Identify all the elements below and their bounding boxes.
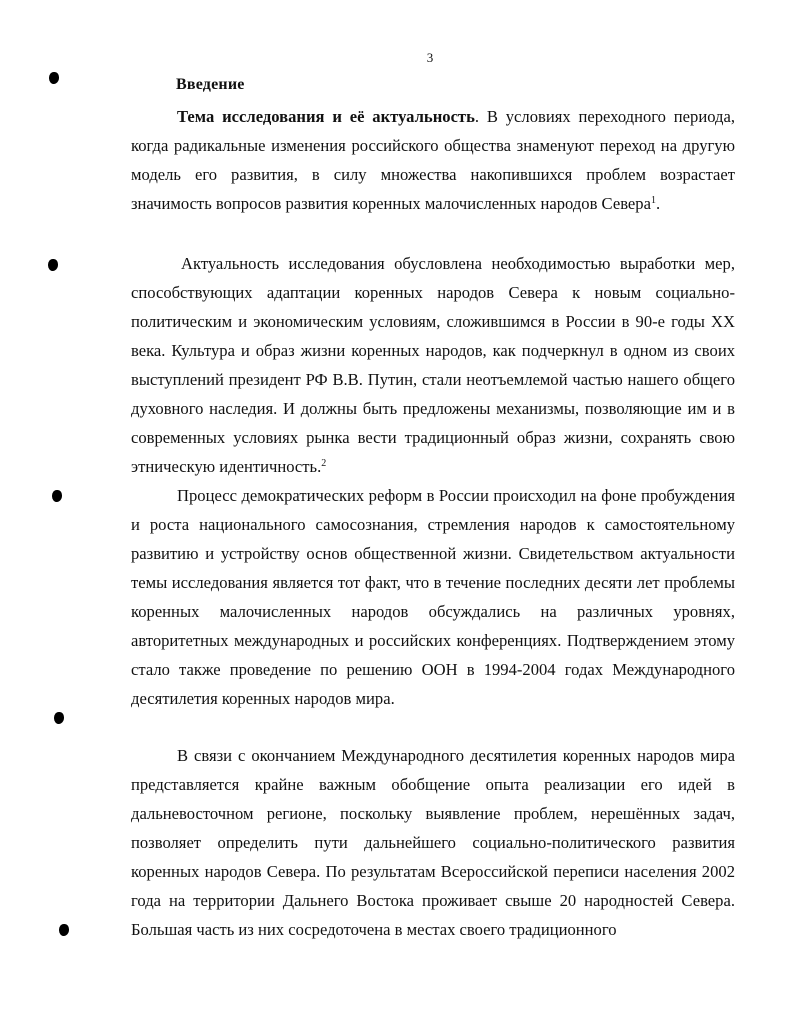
- paragraph-text: . В условиях переходного периода, когда радикальные изменения российского общества знаменуют переход на другую модель его развития, в силу множества накопившихся проблем возрастает значимость вопросов развития коренных малочисленных народов Севера: [131, 107, 735, 213]
- punch-hole-mark: [54, 712, 64, 724]
- punch-hole-mark: [52, 490, 62, 502]
- paragraph-tail: .: [655, 194, 661, 213]
- footnote-ref: 1: [650, 195, 656, 206]
- section-heading: Введение: [176, 76, 245, 93]
- paragraph-text: Процесс демократических реформ в России происходил на фоне пробуждения и роста национального самосознания, стремления народов к самостоятельному развитию и устройству основ общественной жизни. Свидетельством актуальности темы исследования является тот факт, что в течение последних десяти лет проблемы коренных малочисленных народов обсуждались на различных уровнях, авторитетных международных и российских конференциях. Подтверждением этому стало также проведение по решению ООН в 1994-2004 годах Международного десятилетия коренных народов мира.: [131, 486, 735, 708]
- paragraph-text: Актуальность исследования обусловлена необходимостью выработки мер, способствующих адаптации коренных народов Севера к новым социально-политическим и экономическим условиям, сложившимся в России в 90-е годы XX века. Культура и образ жизни коренных народов, как подчеркнул в одном из своих выступлений президент РФ В.В. Путин, стали неотъемлемой частью нашего общего духовного наследия. И должны быть предложены механизмы, позволяющие им и в современных условиях рынка вести традиционный образ жизни, сохранять свою этническую идентичность.: [131, 254, 735, 476]
- punch-hole-mark: [49, 72, 59, 84]
- paragraph-2: [131, 249, 735, 481]
- paragraph-text: В связи с окончанием Международного десятилетия коренных народов мира представляется крайне важным обобщение опыта реализации его идей в дальневосточном регионе, поскольку выявление проблем, нерешённых задач, позволяет определить пути дальнейшего социально-политического развития коренных народов Севера. По результатам Всероссийской переписи населения 2002 года на территории Дальнего Востока проживает свыше 20 народностей Севера. Большая часть из них сосредоточена в местах своего традиционного: [131, 746, 735, 939]
- paragraph-4: [131, 741, 735, 944]
- punch-hole-mark: [59, 924, 69, 936]
- page-number: 3: [426, 50, 434, 65]
- punch-hole-mark: [48, 259, 58, 271]
- paragraph-lead: Тема исследования и её актуальность: [177, 107, 475, 126]
- footnote-ref: 2: [321, 458, 327, 469]
- paragraph-3: [131, 481, 735, 713]
- paragraph-1: [131, 102, 735, 218]
